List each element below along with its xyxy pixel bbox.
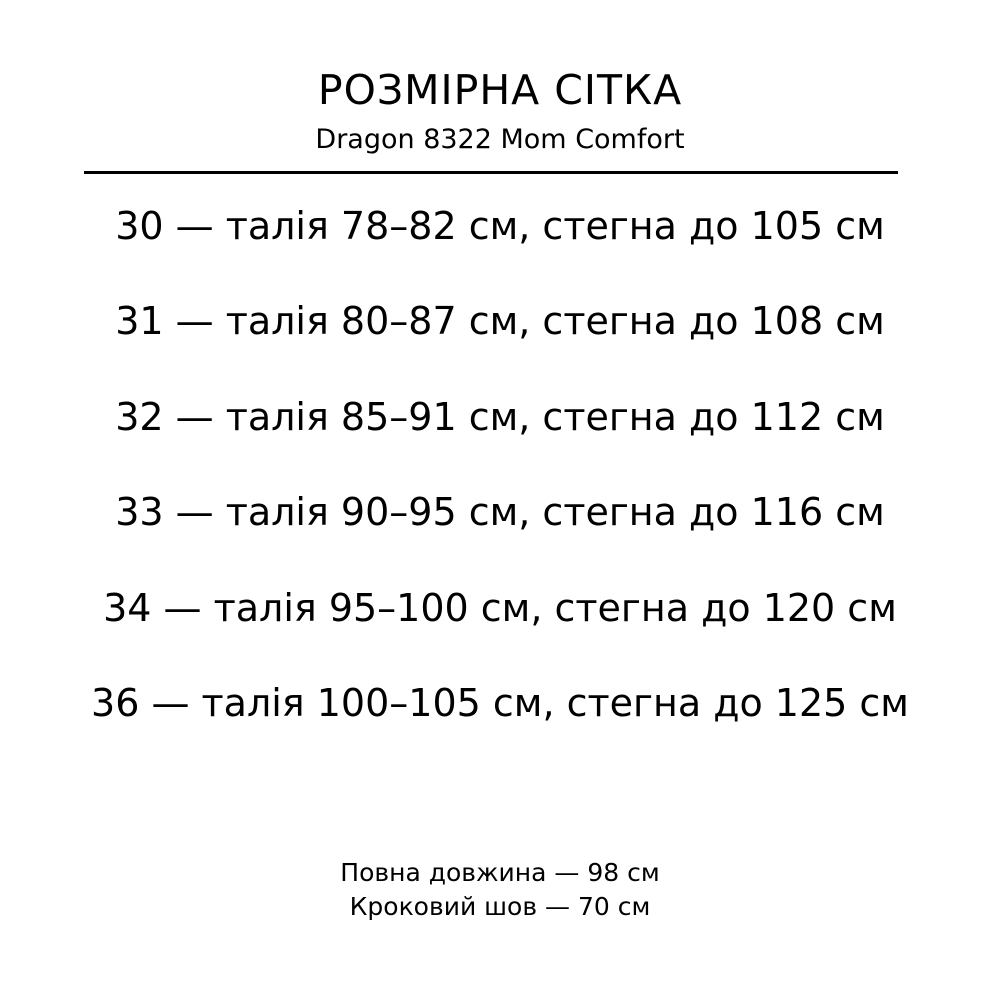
size-row-text: 30 — талія 78–82 см, стегна до 105 см xyxy=(115,203,885,248)
footer-note-inseam: Кроковий шов — 70 см xyxy=(349,892,651,921)
size-row-text: 33 — талія 90–95 см, стегна до 116 см xyxy=(115,490,885,535)
size-row xyxy=(0,178,1000,274)
size-rows-list xyxy=(0,178,1000,751)
size-row xyxy=(0,274,1000,370)
size-row xyxy=(0,465,1000,561)
size-row-text: 32 — талія 85–91 см, стегна до 112 см xyxy=(115,394,885,439)
page-title: РОЗМІРНА СІТКА xyxy=(317,66,683,114)
footer-notes xyxy=(0,856,1000,924)
size-row xyxy=(0,656,1000,752)
header-divider xyxy=(84,171,898,174)
size-row-text: 36 — талія 100–105 см, стегна до 125 см xyxy=(91,681,909,726)
size-row xyxy=(0,560,1000,656)
size-row-text: 34 — талія 95–100 см, стегна до 120 см xyxy=(103,585,897,630)
product-name: Dragon 8322 Mom Comfort xyxy=(315,124,685,155)
footer-note-full-length: Повна довжина — 98 см xyxy=(340,858,660,887)
size-row xyxy=(0,369,1000,465)
size-row-text: 31 — талія 80–87 см, стегна до 108 см xyxy=(115,299,885,344)
